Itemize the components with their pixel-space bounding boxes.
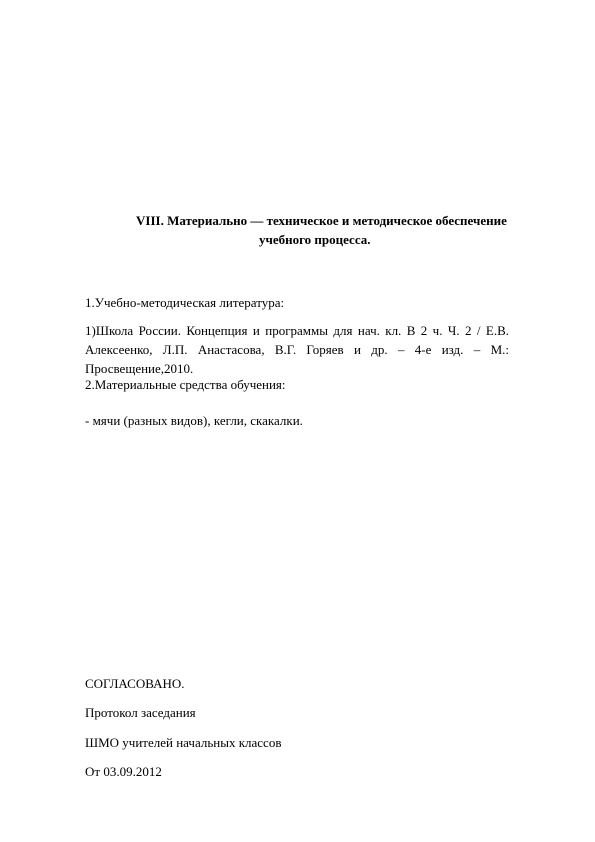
materials-heading: 2.Материальные средства обучения: (85, 377, 286, 392)
association-label: ШМО учителей начальных классов (85, 735, 282, 750)
protocol-label: Протокол заседания (85, 705, 196, 720)
section-title-line1: VIII. Материально — техническое и методическое обеспечение (136, 213, 507, 228)
literature-reference: 1)Школа России. Концепция и программы для нач. кл. В 2 ч. Ч. 2 / Е.В. Алексеенко, Л.П. Анастасова, В.Г. Горяев и др. – 4-е изд. – М.: Просвещение,2010. (85, 323, 509, 376)
materials-list: - мячи (разных видов), кегли, скакалки. (85, 413, 303, 428)
literature-heading: 1.Учебно-методическая литература: (85, 295, 285, 310)
agreed-label: СОГЛАСОВАНО. (85, 676, 185, 691)
date-label: От 03.09.2012 (85, 764, 162, 779)
section-title-line2: учебного процесса. (259, 232, 371, 247)
